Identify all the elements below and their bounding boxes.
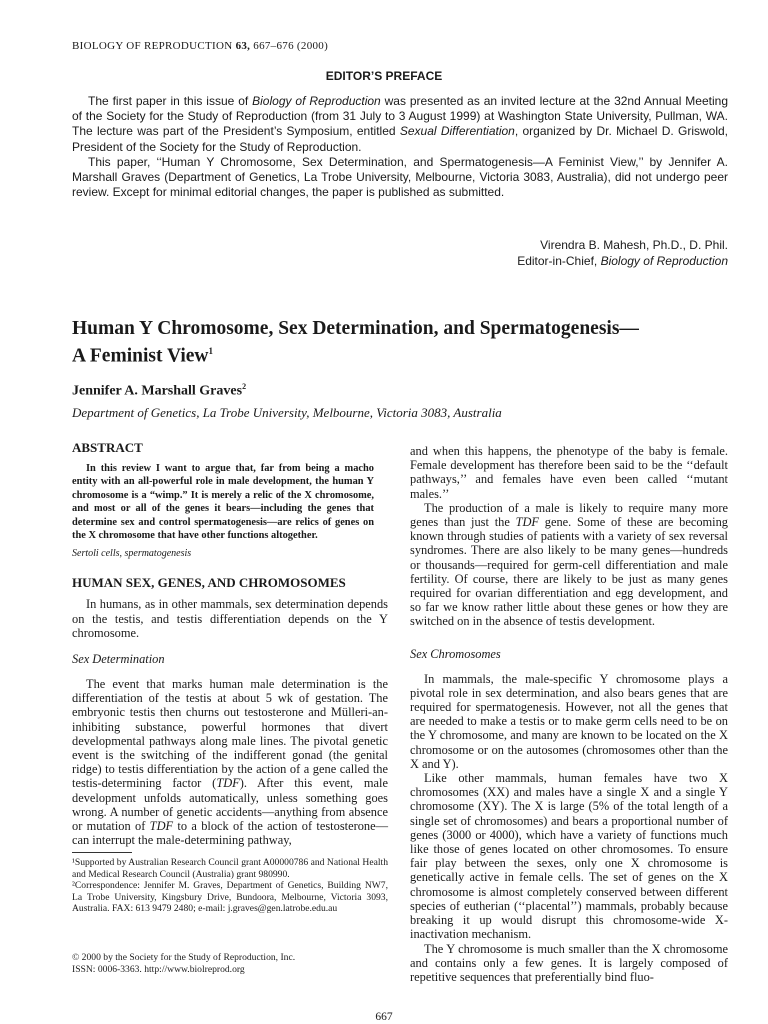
section-paragraph: and when this happens, the phenotype of the baby is female. Female development has therefore been said to be the ‘‘default pathways,’’ and females have even been called ‘‘mutant males.’’ <box>410 444 728 501</box>
journal-name: BIOLOGY OF REPRODUCTION <box>72 40 233 52</box>
issn-line: ISSN: 0006-3363. http://www.biolreprod.org <box>72 963 245 975</box>
preface-title: EDITOR’S PREFACE <box>325 69 443 83</box>
left-column <box>72 440 388 847</box>
section-paragraph: In mammals, the male-specific Y chromosome plays a pivotal role in sex determination, and also bears genes that are required for spermatogenesis. However, not all the genes that are needed to make a testis or to make germ cells need to be on the Y chromosome, and many are known to be located on the X chromosome or on the autosomes (chromosomes other than the X and Y). <box>410 671 728 771</box>
abstract-text: In this review I want to argue that, far from being a macho entity with an all-powerful role in male development, the human Y chromosome is a “wimp.” It is merely a relic of the X chromosome, and most or all of the genes it bears—including the genes that determine sex and control spermatogenesis—are relics of genes on the X chromosome that have other functions altogether. <box>72 463 374 542</box>
page-number: 667 <box>375 1011 393 1023</box>
copyright-line: © 2000 by the Society for the Study of Reproduction, Inc. <box>72 952 296 963</box>
author-footnote-mark: 2 <box>242 382 247 391</box>
title-footnote-mark: 1 <box>208 346 213 356</box>
abstract-heading: ABSTRACT <box>72 440 143 455</box>
preface-body <box>72 94 728 200</box>
editor-signature <box>517 237 728 269</box>
article-affiliation: Department of Genetics, La Trobe University, Melbourne, Victoria 3083, Australia <box>72 405 502 420</box>
footnote-divider <box>72 852 132 853</box>
pages-year: 667–676 (2000) <box>253 40 329 52</box>
preface-journal-name: Biology of Reproduction <box>252 94 381 108</box>
article-author: Jennifer A. Marshall Graves$^2$ <box>72 382 247 399</box>
section-paragraph: Like other mammals, human females have two X chromosomes (XX) and males have a single X and a single Y chromosome (XY). The X is large (5% of the total length of a single set of chromosomes) and bears a proportional number of genes (3000 or 4000), which have a variety of functions much like those of genes located on other chromosomes. To ensure fair play between the sexes, only one X chromosome is genetically active in female cells. The set of genes on the X chromosome is almost completely conserved between different species of eutherian (‘‘placental’’) mammals, probably because breaking it up would disrupt this chromosome-wide X-inactivation mechanism. <box>410 771 728 942</box>
section-paragraph: The production of a male is likely to require many more genes than just the TDF gene. Some of these are becoming known through studies of patients with a variety of sex reversal syndromes. There are also likely to be many genes—hundreds or thousands—required for germ-cell differentiation and male fertility. Of course, there are likely to be just as many genes required for ovarian differentiation and egg development, and so far we know rather little about these genes or how they are switched on in the absence of testis development. <box>410 500 728 629</box>
section-paragraph: The event that marks human male determination is the differentiation of the testis at about 5 wk of gestation. The embryonic testis then churns out testosterone and Mülleri-an-inhibiting substance, powerful hormones that divert developmental pathways along male lines. The pivotal genetic event is the switching of the indifferent gonad (the genital ridge) to testis differentiation by the action of a gene called the testis-determining factor (TDF). After this event, male development unfolds automatically, unless something goes wrong. A number of genetic accidents—anything from absence or mutation of TDF to a block of the action of testosterone—can interrupt the male-determining pathway, <box>72 677 388 848</box>
section-paragraph: In humans, as in other mammals, sex determination depends on the testis, and testis differentiation depends on the Y chromosome. <box>72 597 388 640</box>
footnote-2: ²Correspondence: Jennifer M. Graves, Department of Genetics, Building NW7, La Trobe University, Kingsbury Drive, Bundoora, Melbourne, Victoria 3093, Australia. FAX: 613 9479 2480; e-mail: j.graves@gen.latrobe.edu.au <box>72 880 388 915</box>
signature-role: Editor-in-Chief, Biology of Reproduction <box>517 254 728 268</box>
volume: 63, <box>235 40 251 52</box>
subsection-heading-sex-determination: Sex Determination <box>72 652 165 667</box>
running-head <box>72 40 328 52</box>
right-column <box>410 444 728 984</box>
keywords: Sertoli cells, spermatogenesis <box>72 548 192 560</box>
signature-name: Virendra B. Mahesh, Ph.D., D. Phil. <box>540 238 728 252</box>
preface-paragraph-1: The first paper in this issue of Biology of Reproduction was presented as an invited lecture at the 32nd Annual Meeting of the Society for the Study of Reproduction (from 31 July to 3 August 1999) at Washington State University, Pullman, WA. The lecture was part of the President’s Symposium, entitled Sexual Differentiation, organized by Dr. Michael D. Griswold, President of the Society for the Study of Reproduction. <box>72 94 728 154</box>
footnotes <box>72 857 388 915</box>
section-paragraph: The Y chromosome is much smaller than the X chromosome and contains only a few genes. It is largely composed of repetitive sequences that preferentially bind fluo- <box>410 941 728 984</box>
section-heading: HUMAN SEX, GENES, AND CHROMOSOMES <box>72 575 346 591</box>
article-title: Human Y Chromosome, Sex Determination, and Spermatogenesis— A Feminist View$^1$ <box>72 318 639 367</box>
preface-paragraph-2: This paper, ‘‘Human Y Chromosome, Sex Determination, and Spermatogenesis—A Feminist View,’’ by Jennifer A. Marshall Graves (Department of Genetics, La Trobe University, Melbourne, Victoria 3083, Australia), did not undergo peer review. Except for minimal editorial changes, the paper is published as submitted. <box>72 154 728 200</box>
footnote-1: ¹Supported by Australian Research Council grant A00000786 and National Health and Medical Research Council (Australia) grant 980990. <box>72 857 388 880</box>
preface-symposium-name: Sexual Differentiation <box>399 124 515 139</box>
copyright-notice <box>72 952 388 975</box>
subsection-heading-sex-chromosomes: Sex Chromosomes <box>410 646 501 661</box>
